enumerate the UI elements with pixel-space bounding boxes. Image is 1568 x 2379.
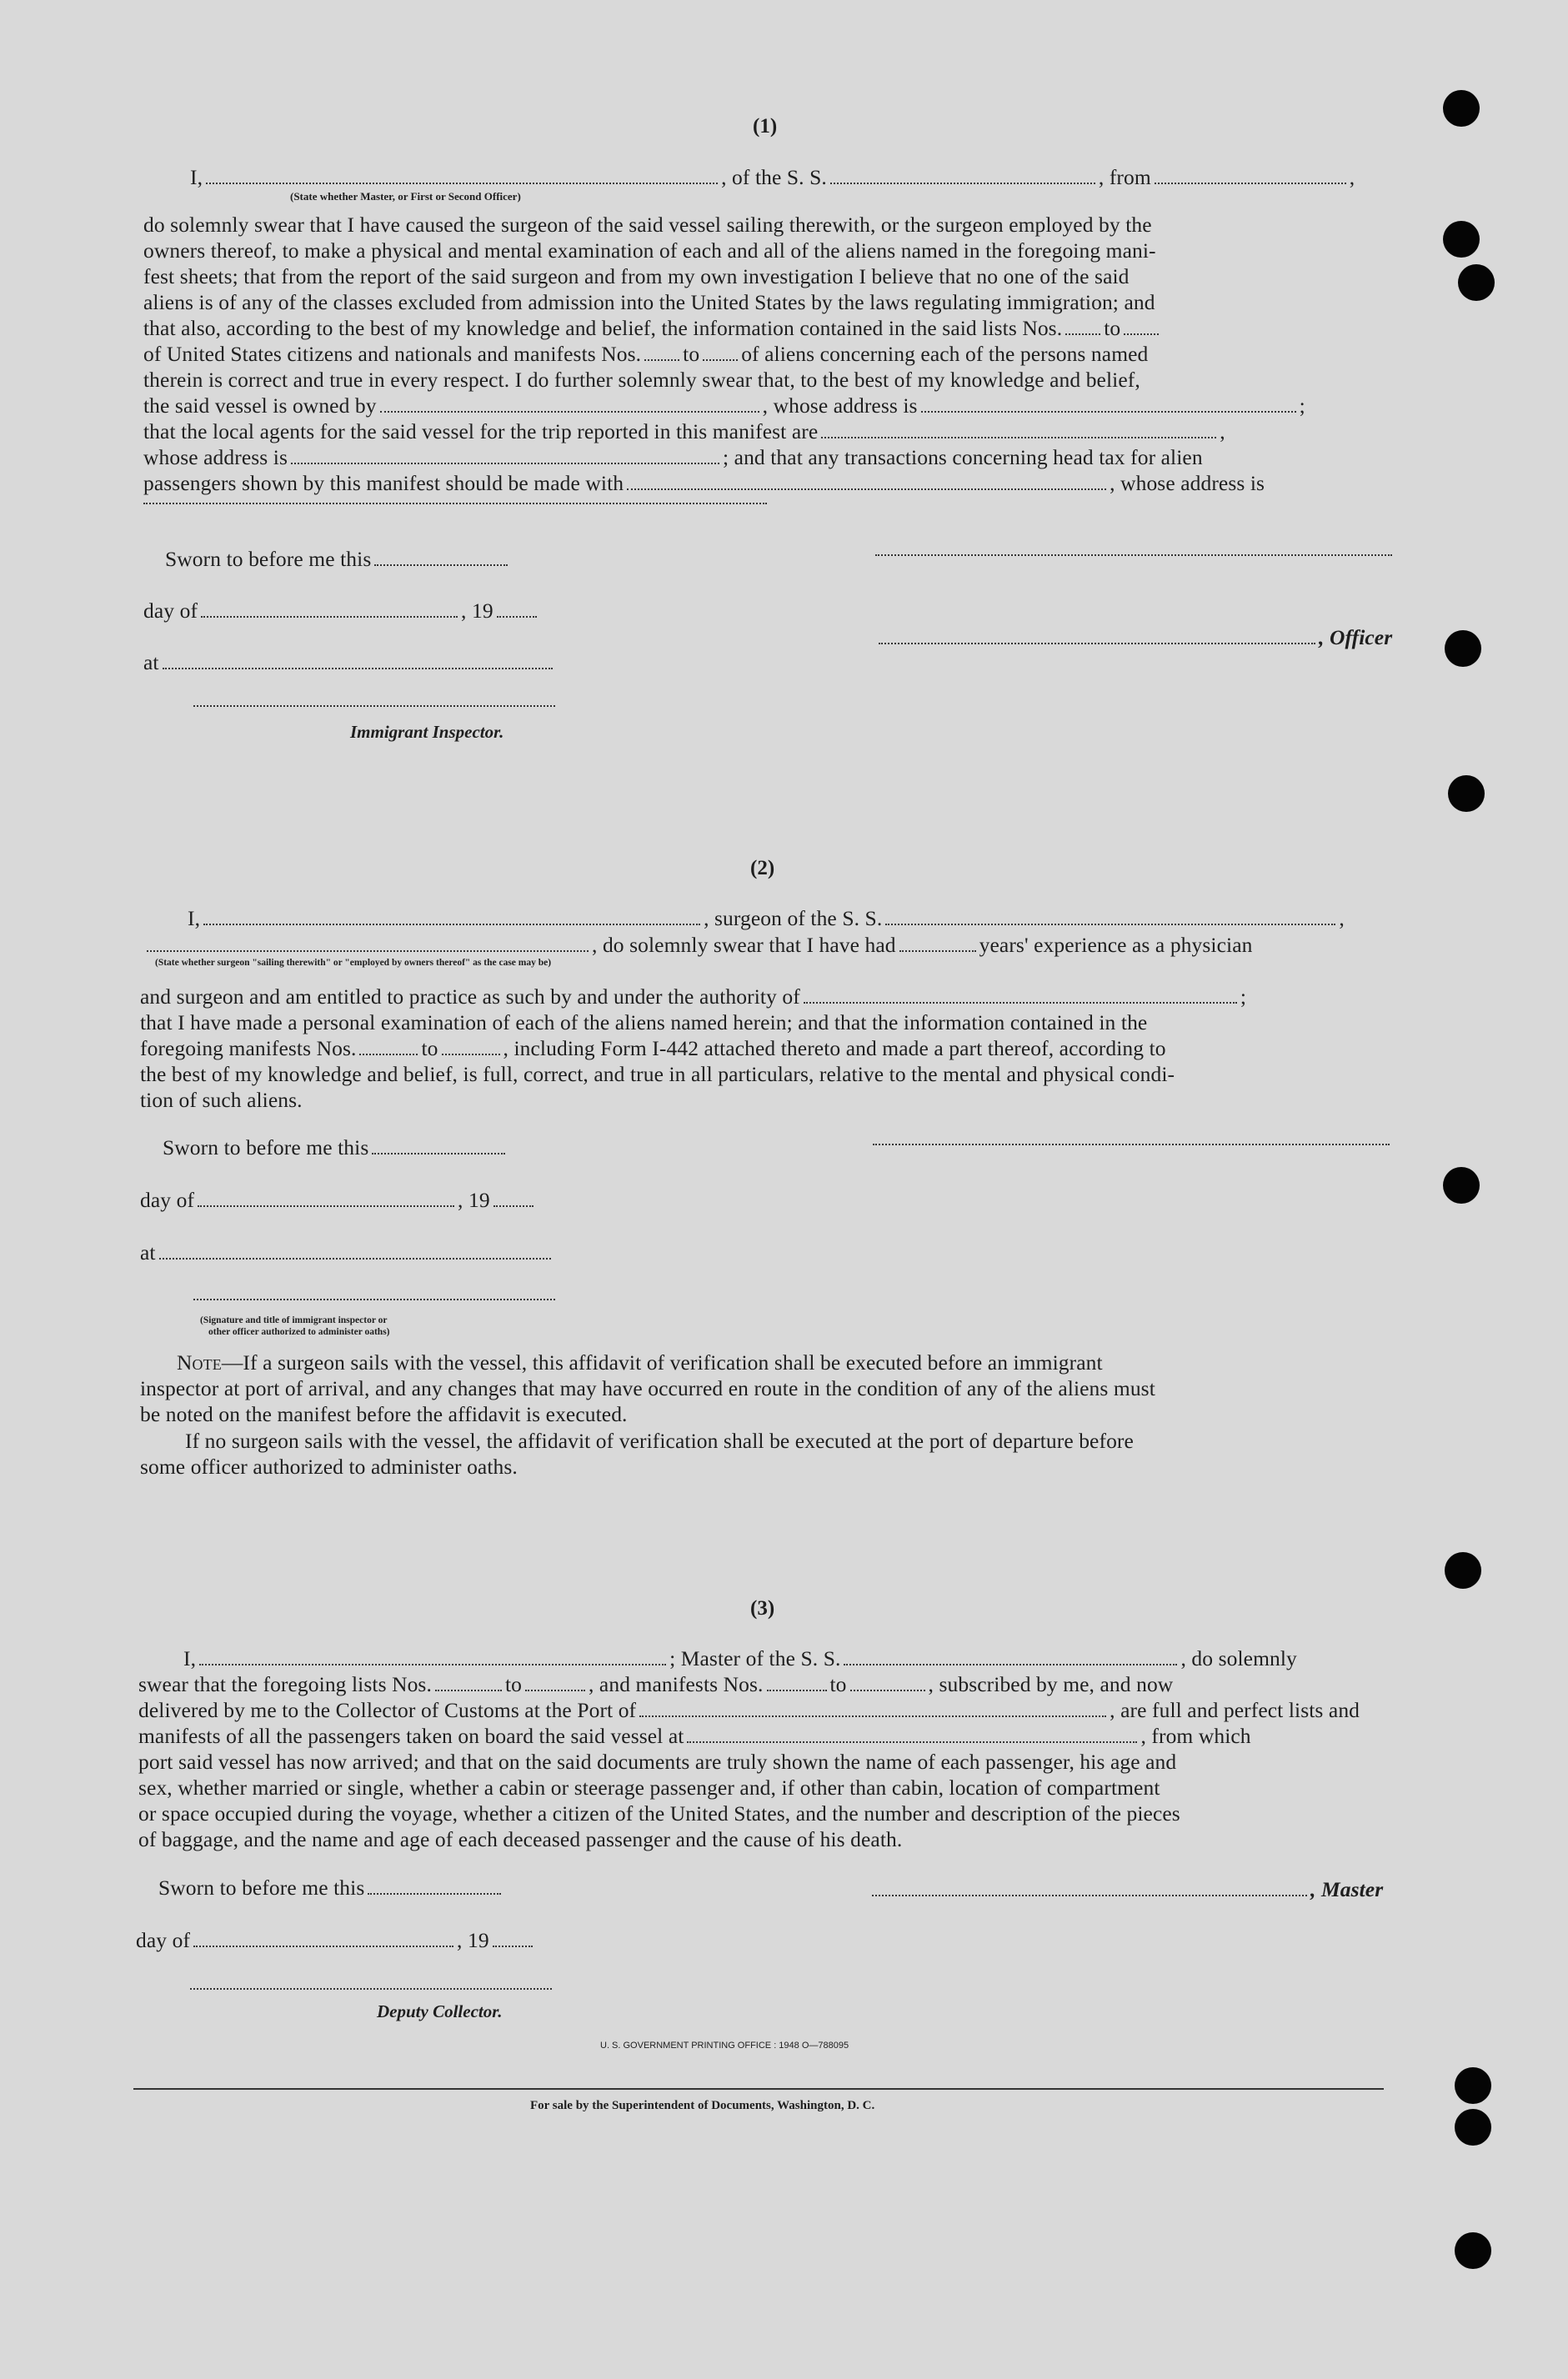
section1-body-line: do solemnly swear that I have caused the surgeon of the said vessel sailing therewith, or the surgeon employed by the: [143, 213, 1152, 237]
section3-master-line: , Master: [869, 1877, 1383, 1902]
punch-hole-decoration: [1455, 2232, 1491, 2269]
section3-sworn: Sworn to before me this: [158, 1876, 504, 1901]
local-agents-field[interactable]: [821, 422, 1216, 438]
officer-title-field[interactable]: [879, 628, 1315, 644]
embarkation-port-field[interactable]: [687, 1726, 1137, 1743]
manifests-to-field[interactable]: [703, 344, 738, 361]
port-field[interactable]: [639, 1700, 1106, 1717]
officer-signature-field[interactable]: [875, 554, 1392, 556]
note-line-2: inspector at port of arrival, and any changes that may have occurred en route in the condition of any of the aliens must: [140, 1376, 1155, 1400]
section2-line-4: that I have made a personal examination of each of the aliens named herein; and that the information contained in the: [140, 1010, 1148, 1034]
sworn-date-field[interactable]: [374, 549, 508, 566]
master-signature-field[interactable]: [872, 1880, 1307, 1896]
section2-line-5: foregoing manifests Nos. to , including Form I-442 attached thereto and made a part thereof, according to: [140, 1036, 1166, 1060]
master-sworn-date-field[interactable]: [368, 1878, 501, 1895]
section1-line-8: the said vessel is owned by , whose address is ;: [143, 393, 1305, 418]
day-month-field[interactable]: [201, 601, 458, 618]
section1-line-9: that the local agents for the said vessel for the trip reported in this manifest are ,: [143, 419, 1225, 443]
administering-officer-signature-field[interactable]: [193, 1299, 555, 1300]
vessel-name-field[interactable]: [830, 168, 1095, 184]
section2-day-of: day of , 19: [140, 1188, 537, 1213]
punch-hole-decoration: [1445, 1552, 1481, 1589]
punch-hole-decoration: [1445, 630, 1481, 667]
master-vessel-field[interactable]: [844, 1649, 1177, 1665]
surgeon-status-field[interactable]: [147, 935, 589, 952]
section1-line-10: whose address is ; and that any transactions concerning head tax for alien: [143, 445, 1203, 469]
surgeon-manifests-to-field[interactable]: [442, 1039, 500, 1055]
section1-line-6: of United States citizens and nationals and manifests Nos. to of aliens concerning each of the persons named: [143, 342, 1149, 366]
section3-line-2: swear that the foregoing lists Nos. to , and manifests Nos. to , subscribed by me, and now: [138, 1672, 1174, 1696]
officer-note: (State whether Master, or First or Second Officer): [290, 190, 521, 203]
section2-at: at: [140, 1240, 554, 1265]
section2-line-1: I, , surgeon of the S. S. ,: [188, 906, 1345, 930]
section-number-3: (3): [750, 1597, 775, 1620]
signature-note-line-2: other officer authorized to administer oaths): [208, 1327, 390, 1337]
gpo-imprint: U. S. GOVERNMENT PRINTING OFFICE : 1948 O—788095: [600, 2041, 849, 2051]
section3-line-1: I, ; Master of the S. S. , do solemnly: [183, 1646, 1297, 1670]
punch-hole-decoration: [1443, 90, 1480, 127]
section1-line-7: therein is correct and true in every respect. I do further solemnly swear that, to the best of my knowledge and belief,: [143, 368, 1140, 392]
surgeon-note: (State whether surgeon "sailing therewith" or "employed by owners thereof" as the case may be): [155, 958, 552, 968]
section2-line-3: and surgeon and am entitled to practice as such by and under the authority of ;: [140, 984, 1247, 1009]
section1-at: at: [143, 650, 556, 675]
collector-signature-field[interactable]: [190, 1988, 552, 1990]
surgeon-year-field[interactable]: [493, 1190, 534, 1207]
address-continuation-field[interactable]: [143, 503, 767, 504]
owner-address-field[interactable]: [921, 396, 1296, 413]
authority-field[interactable]: [804, 987, 1237, 1004]
from-port-field[interactable]: [1155, 168, 1346, 184]
punch-hole-decoration: [1443, 1167, 1480, 1204]
surgeon-name-field[interactable]: [203, 909, 700, 925]
manifests-from-field[interactable]: [644, 344, 679, 361]
punch-hole-decoration: [1458, 264, 1495, 301]
surgeon-at-place-field[interactable]: [159, 1243, 551, 1260]
master-day-month-field[interactable]: [193, 1931, 453, 1947]
section1-day-of: day of , 19: [143, 599, 540, 624]
signature-note-line-1: (Signature and title of immigrant inspector or: [200, 1315, 388, 1325]
surgeon-manifests-from-field[interactable]: [359, 1039, 418, 1055]
note2-line-2: some officer authorized to administer oaths.: [140, 1455, 518, 1479]
punch-hole-decoration: [1443, 221, 1480, 258]
punch-hole-decoration: [1448, 775, 1485, 812]
section3-day-of: day of , 19: [136, 1928, 536, 1953]
section2-sworn: Sworn to before me this: [163, 1135, 508, 1160]
master-year-field[interactable]: [493, 1931, 533, 1947]
section3-line-4: manifests of all the passengers taken on board the said vessel at , from which: [138, 1724, 1251, 1748]
note2-line-1: If no surgeon sails with the vessel, the affidavit of verification shall be executed at the port of departure before: [185, 1429, 1134, 1453]
punch-hole-decoration: [1455, 2067, 1491, 2104]
section-number-1: (1): [753, 115, 778, 138]
lists-from-field[interactable]: [1065, 318, 1100, 335]
years-experience-field[interactable]: [899, 935, 976, 952]
section1-body-line: fest sheets; that from the report of the said surgeon and from my own investigation I believe that no one of the said: [143, 264, 1130, 288]
note-label: Note: [177, 1350, 222, 1375]
sale-notice: For sale by the Superintendent of Documents, Washington, D. C.: [530, 2099, 875, 2112]
section1-line-11: passengers shown by this manifest should be made with , whose address is: [143, 471, 1265, 495]
inspector-signature-field[interactable]: [193, 705, 555, 707]
surgeon-day-month-field[interactable]: [198, 1190, 454, 1207]
surgeon-vessel-field[interactable]: [885, 909, 1335, 925]
section2-line-6: the best of my knowledge and belief, is full, correct, and true in all particulars, relative to the mental and physical condi-: [140, 1062, 1175, 1086]
section2-line-7: tion of such aliens.: [140, 1088, 303, 1112]
deputy-collector-label: Deputy Collector.: [377, 2001, 503, 2021]
section1-body-line: owners thereof, to make a physical and mental examination of each and all of the aliens named in the foregoing mani-: [143, 238, 1156, 263]
year-field[interactable]: [497, 601, 537, 618]
note-line-1: Note—If a surgeon sails with the vessel, this affidavit of verification shall be executed before an immigrant: [177, 1350, 1103, 1375]
surgeon-sworn-date-field[interactable]: [372, 1138, 505, 1154]
master-manifests-to-field[interactable]: [850, 1675, 925, 1691]
section3-body-line: port said vessel has now arrived; and that on the said documents are truly shown the name of each passenger, his age and: [138, 1750, 1177, 1774]
master-lists-from-field[interactable]: [435, 1675, 502, 1691]
master-lists-to-field[interactable]: [525, 1675, 585, 1691]
section1-line-5: that also, according to the best of my knowledge and belief, the information contained in the said lists Nos. to: [143, 316, 1162, 341]
footer-rule: [133, 2088, 1384, 2090]
section2-line-2: , do solemnly swear that I have had years' experience as a physician: [143, 933, 1252, 958]
head-tax-contact-field[interactable]: [627, 473, 1106, 490]
punch-hole-decoration: [1455, 2109, 1491, 2146]
section1-body-line: aliens is of any of the classes excluded from admission into the United States by the laws regulating immigration; and: [143, 290, 1155, 314]
lists-to-field[interactable]: [1124, 318, 1159, 335]
surgeon-signature-field[interactable]: [873, 1144, 1390, 1145]
section3-body-line: sex, whether married or single, whether a cabin or steerage passenger and, if other than cabin, location of compartment: [138, 1775, 1160, 1800]
at-place-field[interactable]: [163, 653, 553, 669]
section1-line-1: I, , of the S. S. , from ,: [190, 165, 1355, 189]
section1-officer-line: , Officer: [875, 625, 1392, 650]
immigrant-inspector-label: Immigrant Inspector.: [350, 722, 504, 742]
officer-name-field[interactable]: [206, 168, 718, 184]
note-line-3: be noted on the manifest before the affidavit is executed.: [140, 1402, 628, 1426]
owner-field[interactable]: [380, 396, 759, 413]
section3-line-3: delivered by me to the Collector of Customs at the Port of , are full and perfect lists and: [138, 1698, 1360, 1722]
section3-body-line: of baggage, and the name and age of each deceased passenger and the cause of his death.: [138, 1827, 903, 1851]
master-manifests-from-field[interactable]: [767, 1675, 827, 1691]
section1-sworn: Sworn to before me this: [165, 547, 511, 572]
agents-address-field[interactable]: [291, 448, 719, 464]
section3-body-line: or space occupied during the voyage, whether a citizen of the United States, and the number and description of the pieces: [138, 1801, 1180, 1826]
section-number-2: (2): [750, 857, 775, 879]
master-name-field[interactable]: [199, 1649, 666, 1665]
